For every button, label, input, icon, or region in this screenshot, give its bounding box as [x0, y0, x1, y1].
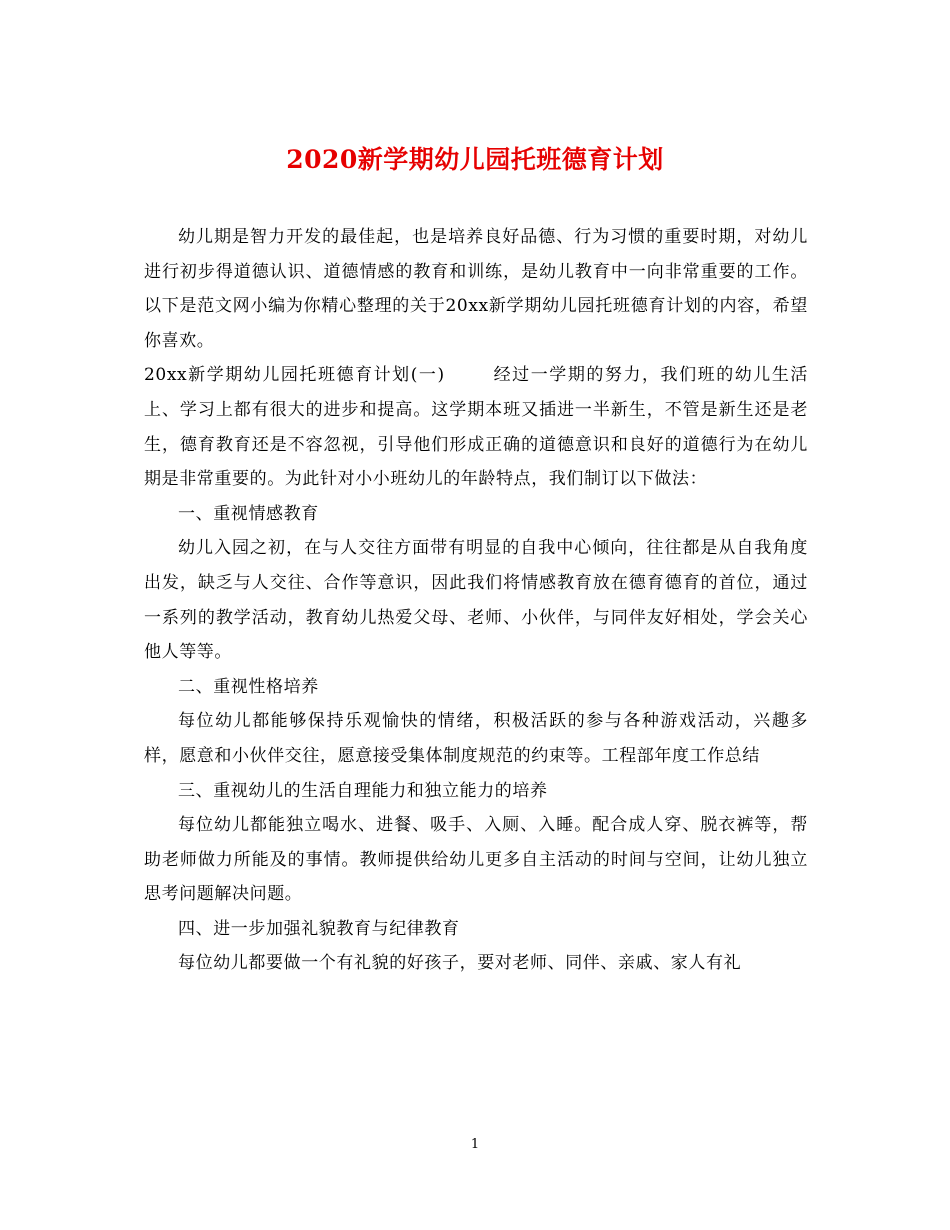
- section-text-3: 每位幼儿都能独立喝水、进餐、吸手、入厕、入睡。配合成人穿、脱衣裤等，帮助老师做力所能及的事情。教师提供给幼儿更多自主活动的时间与空间，让幼儿独立思考问题解决问题。: [144, 815, 808, 905]
- plan-heading: 20xx新学期幼儿园托班德育计划(一): [144, 365, 445, 386]
- section-heading-1: 一、重视情感教育: [178, 503, 319, 524]
- section-heading-3: 三、重视幼儿的生活自理能力和独立能力的培养: [178, 780, 548, 801]
- plan-paragraph: [144, 358, 808, 496]
- document-body: [144, 220, 808, 981]
- document-title: 2020新学期幼儿园托班德育计划: [286, 145, 664, 174]
- page-number: 1: [470, 1137, 480, 1152]
- section-text-4: 每位幼儿都要做一个有礼貌的好孩子，要对老师、同伴、亲戚、家人有礼: [178, 953, 742, 974]
- section-heading-4: 四、进一步加强礼貌教育与纪律教育: [178, 918, 460, 939]
- plan-intro-text: 经过一学期的努力，我们班的幼儿生活上、学习上都有很大的进步和提高。这学期本班又插进一半新生，不管是新生还是老生，德育教育还是不容忽视，引导他们形成正确的道德意识和良好的道德行为在幼儿期是非常重要的。为此针对小小班幼儿的年龄特点，我们制订以下做法：: [144, 365, 808, 490]
- intro-paragraph: 幼儿期是智力开发的最佳起，也是培养良好品德、行为习惯的重要时期，对幼儿进行初步得道德认识、道德情感的教育和训练，是幼儿教育中一向非常重要的工作。以下是范文网小编为你精心整理的关于20xx新学期幼儿园托班德育计划的内容，希望你喜欢。: [144, 227, 808, 351]
- section-text-2: 每位幼儿都能够保持乐观愉快的情绪，积极活跃的参与各种游戏活动，兴趣多样，愿意和小伙伴交往，愿意接受集体制度规范的约束等。工程部年度工作总结: [144, 711, 808, 766]
- section-text-1: 幼儿入园之初，在与人交往方面带有明显的自我中心倾向，往往都是从自我角度出发，缺乏与人交往、合作等意识，因此我们将情感教育放在德育德育的首位，通过一系列的教学活动，教育幼儿热爱父母、老师、小伙伴，与同伴友好相处，学会关心他人等等。: [144, 538, 808, 663]
- section-heading-2: 二、重视性格培养: [178, 676, 319, 697]
